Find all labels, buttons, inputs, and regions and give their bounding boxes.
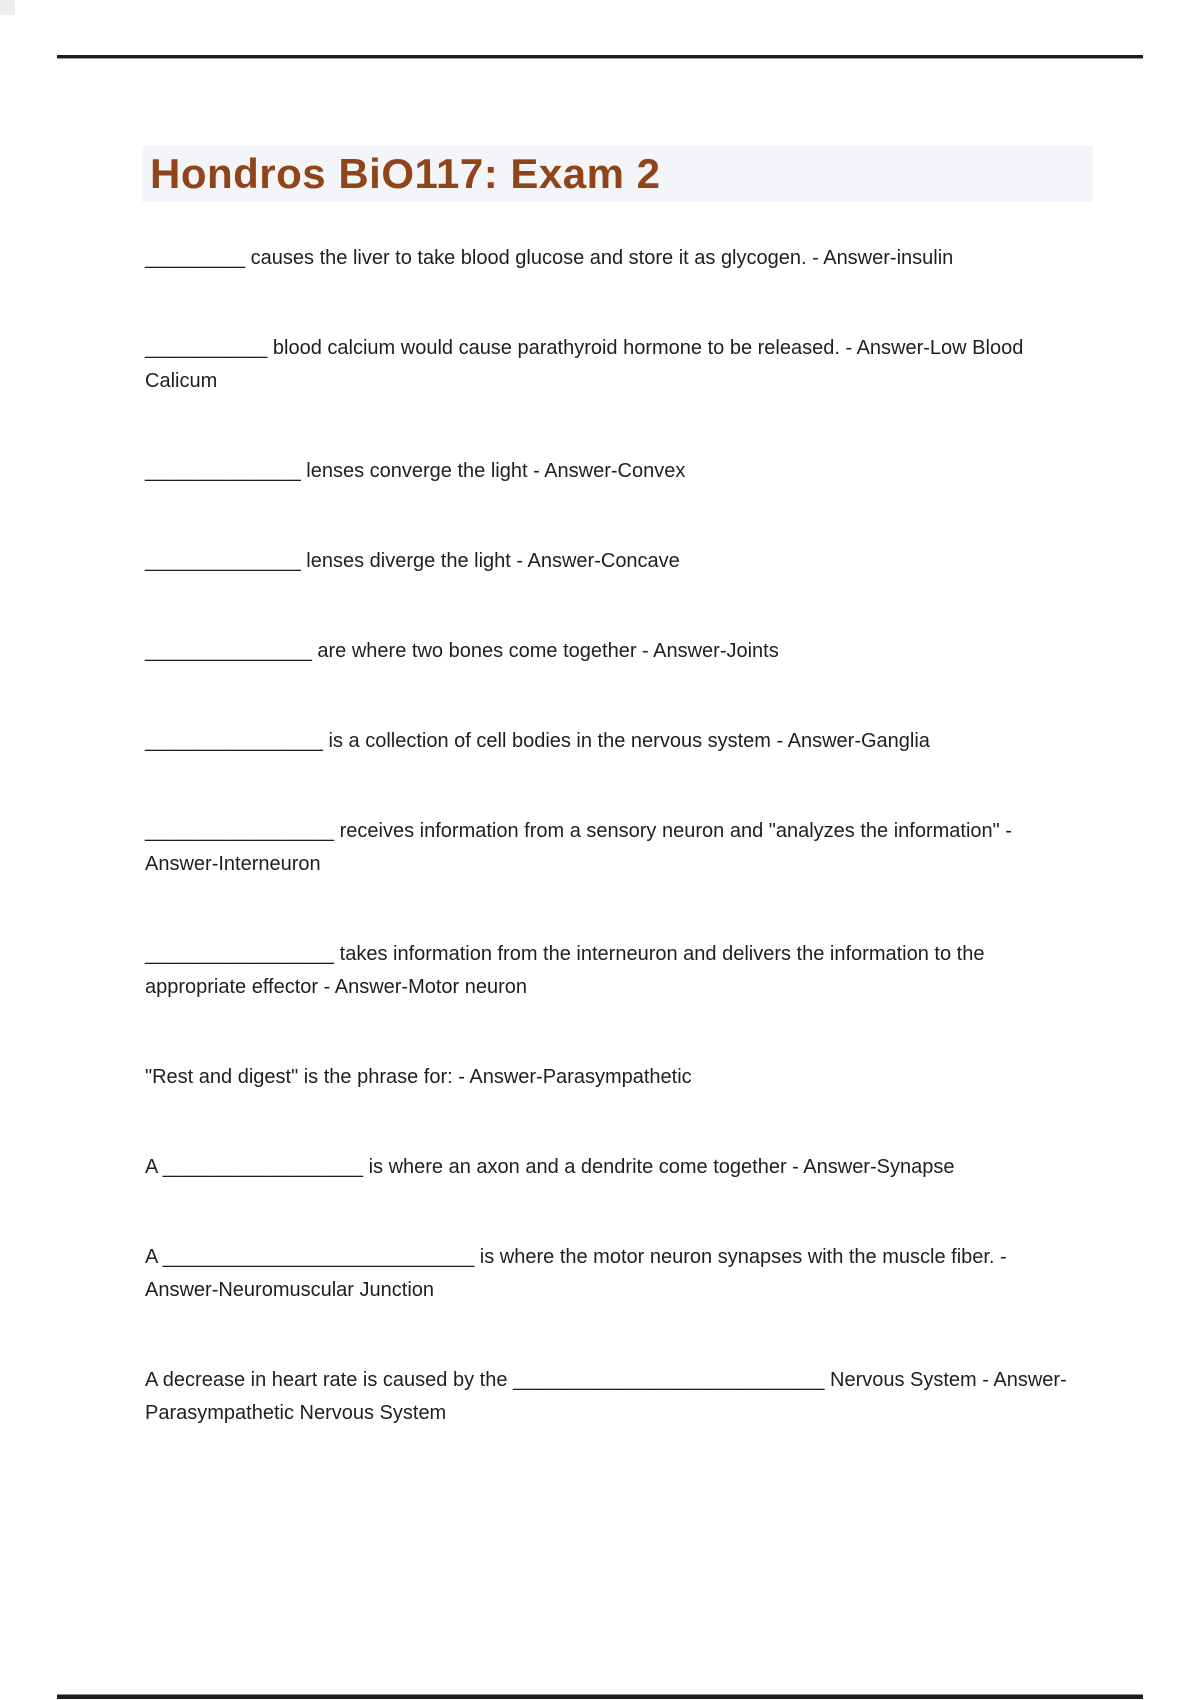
question-line: ______________ lenses converge the light - Answer-Convex [145,460,686,482]
question-block [145,242,1155,275]
question-line: A decrease in heart rate is caused by the ____________________________ Nervous System - Answer- [145,1369,1067,1391]
question-line: Calicum [145,370,218,392]
top-rule [57,55,1143,58]
bottom-rule [57,1695,1143,1699]
question-line: ______________ lenses diverge the light - Answer-Concave [145,550,680,572]
question-line: A __________________ is where an axon and a dendrite come together - Answer-Synapse [145,1156,955,1178]
question-block [145,1151,1155,1184]
question-line: appropriate effector - Answer-Motor neuron [145,976,528,998]
question-line: A ____________________________ is where the motor neuron synapses with the muscle fiber. - [145,1246,1007,1268]
question-block [145,1241,1155,1307]
question-line: Parasympathetic Nervous System [145,1402,447,1424]
question-line: Answer-Neuromuscular Junction [145,1279,435,1301]
question-line: _________________ receives information from a sensory neuron and "analyzes the information" - [145,820,1012,842]
question-block [145,815,1155,881]
title-bar [142,146,1093,202]
question-line: _________ causes the liver to take blood glucose and store it as glycogen. - Answer-insulin [145,247,954,269]
question-line: ___________ blood calcium would cause parathyroid hormone to be released. - Answer-Low Blood [145,337,1024,359]
question-line: _________________ takes information from the interneuron and delivers the information to the [145,943,985,965]
question-block [145,1061,1155,1094]
question-block [145,332,1155,398]
question-block [145,455,1155,488]
question-line: ________________ is a collection of cell bodies in the nervous system - Answer-Ganglia [145,730,930,752]
question-block [145,725,1155,758]
question-line: _______________ are where two bones come together - Answer-Joints [145,640,779,662]
question-line: Answer-Interneuron [145,853,321,875]
page-title: Hondros BiO117: Exam 2 [150,150,661,197]
question-block [145,1364,1155,1430]
corner-artifact [0,0,15,15]
question-block [145,635,1155,668]
question-block [145,545,1155,578]
question-block [145,938,1155,1004]
question-line: "Rest and digest" is the phrase for: - Answer-Parasympathetic [145,1066,692,1088]
questions-list [145,242,1155,1487]
